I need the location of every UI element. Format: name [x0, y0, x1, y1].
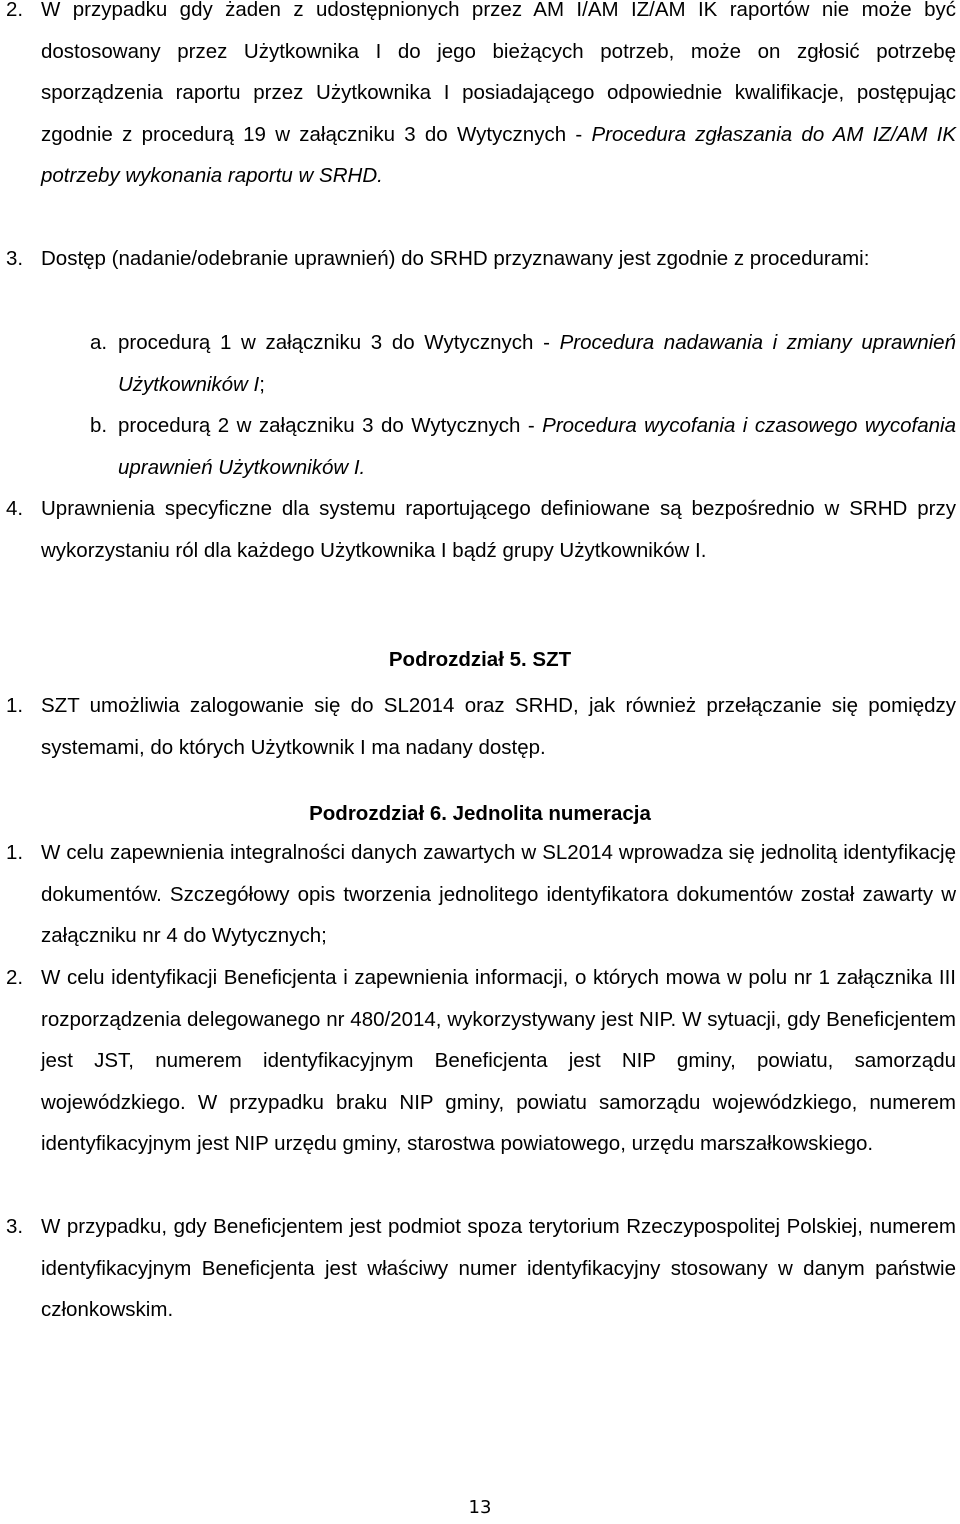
szt-item-1 — [6, 685, 956, 768]
list-item-3 — [6, 238, 956, 280]
section-heading-5: Podrozdział 5. SZT — [388, 648, 572, 671]
numbering-item-3 — [6, 1206, 956, 1331]
list-text: W przypadku gdy żaden z udostępnionych przez AM I/AM IZ/AM IK raportów nie może być dostosowany przez Użytkownika I do jego bieżących potrzeb, może on zgłosić potrzebę sporządzenia raportu przez Użytkownika I posiadającego odpowiednie kwalifikacje, postępując zgodnie z procedurą 19 w załączniku 3 do Wytycznych - Procedura zgłaszania do AM IZ/AM IK potrzeby wykonania raportu w SRHD. — [41, 0, 957, 188]
list-text: Dostęp (nadanie/odebranie uprawnień) do SRHD przyznawany jest zgodnie z procedurami: — [41, 247, 870, 270]
list-number: 2. — [6, 966, 24, 989]
list-number: 3. — [6, 247, 24, 270]
sub-item-a — [90, 322, 956, 405]
list-number: 1. — [6, 841, 24, 864]
list-text: W celu identyfikacji Beneficjenta i zapewnienia informacji, o których mowa w polu nr 1 załącznika III rozporządzenia delegowanego nr 480/2014, wykorzystywany jest NIP. W sytuacji, gdy Beneficjentem jest JST, numerem identyfikacyjnym Beneficjenta jest NIP gminy, powiatu, samorządu wojewódzkiego. W przypadku braku NIP gminy, powiatu samorządu wojewódzkiego, numerem identyfikacyjnym jest NIP urzędu gminy, starostwa powiatowego, urzędu marszałkowskiego. — [41, 966, 956, 1156]
list-text: W przypadku, gdy Beneficjentem jest podmiot spoza terytorium Rzeczypospolitej Polskiej, numerem identyfikacyjnym Beneficjenta jest właściwy numer identyfikacyjny stosowany w danym państwie członkowskim. — [41, 1215, 956, 1322]
sub-item-text: procedurą 2 w załączniku 3 do Wytycznych - Procedura wycofania i czasowego wycofania uprawnień Użytkowników I. — [118, 414, 957, 479]
list-number: 2. — [6, 0, 24, 21]
numbering-item-1 — [6, 832, 956, 957]
sub-item-letter: b. — [90, 414, 108, 437]
list-text: Uprawnienia specyficzne dla systemu raportującego definiowane są bezpośrednio w SRHD przy wykorzystaniu ról dla każdego Użytkownika I bądź grupy Użytkowników I. — [41, 497, 956, 562]
list-number: 4. — [6, 497, 24, 520]
list-item-2 — [6, 0, 956, 197]
sub-item-letter: a. — [90, 331, 108, 354]
numbering-item-2 — [6, 957, 956, 1165]
list-text: W celu zapewnienia integralności danych zawartych w SL2014 wprowadza się jednolitą identyfikację dokumentów. Szczegółowy opis tworzenia jednolitego identyfikatora dokumentów został zawarty w załączniku nr 4 do Wytycznych; — [41, 841, 956, 948]
list-item-4 — [6, 488, 956, 571]
list-text: SZT umożliwia zalogowanie się do SL2014 oraz SRHD, jak również przełączanie się pomiędzy systemami, do których Użytkownik I ma nadany dostęp. — [41, 694, 956, 759]
sub-item-b — [90, 405, 956, 488]
list-number: 1. — [6, 694, 24, 717]
section-heading-6: Podrozdział 6. Jednolita numeracja — [309, 802, 651, 825]
page-number: 13 — [468, 1497, 492, 1518]
list-number: 3. — [6, 1215, 24, 1238]
sub-item-text: procedurą 1 w załączniku 3 do Wytycznych - Procedura nadawania i zmiany uprawnień Użytkowników I; — [118, 331, 956, 396]
